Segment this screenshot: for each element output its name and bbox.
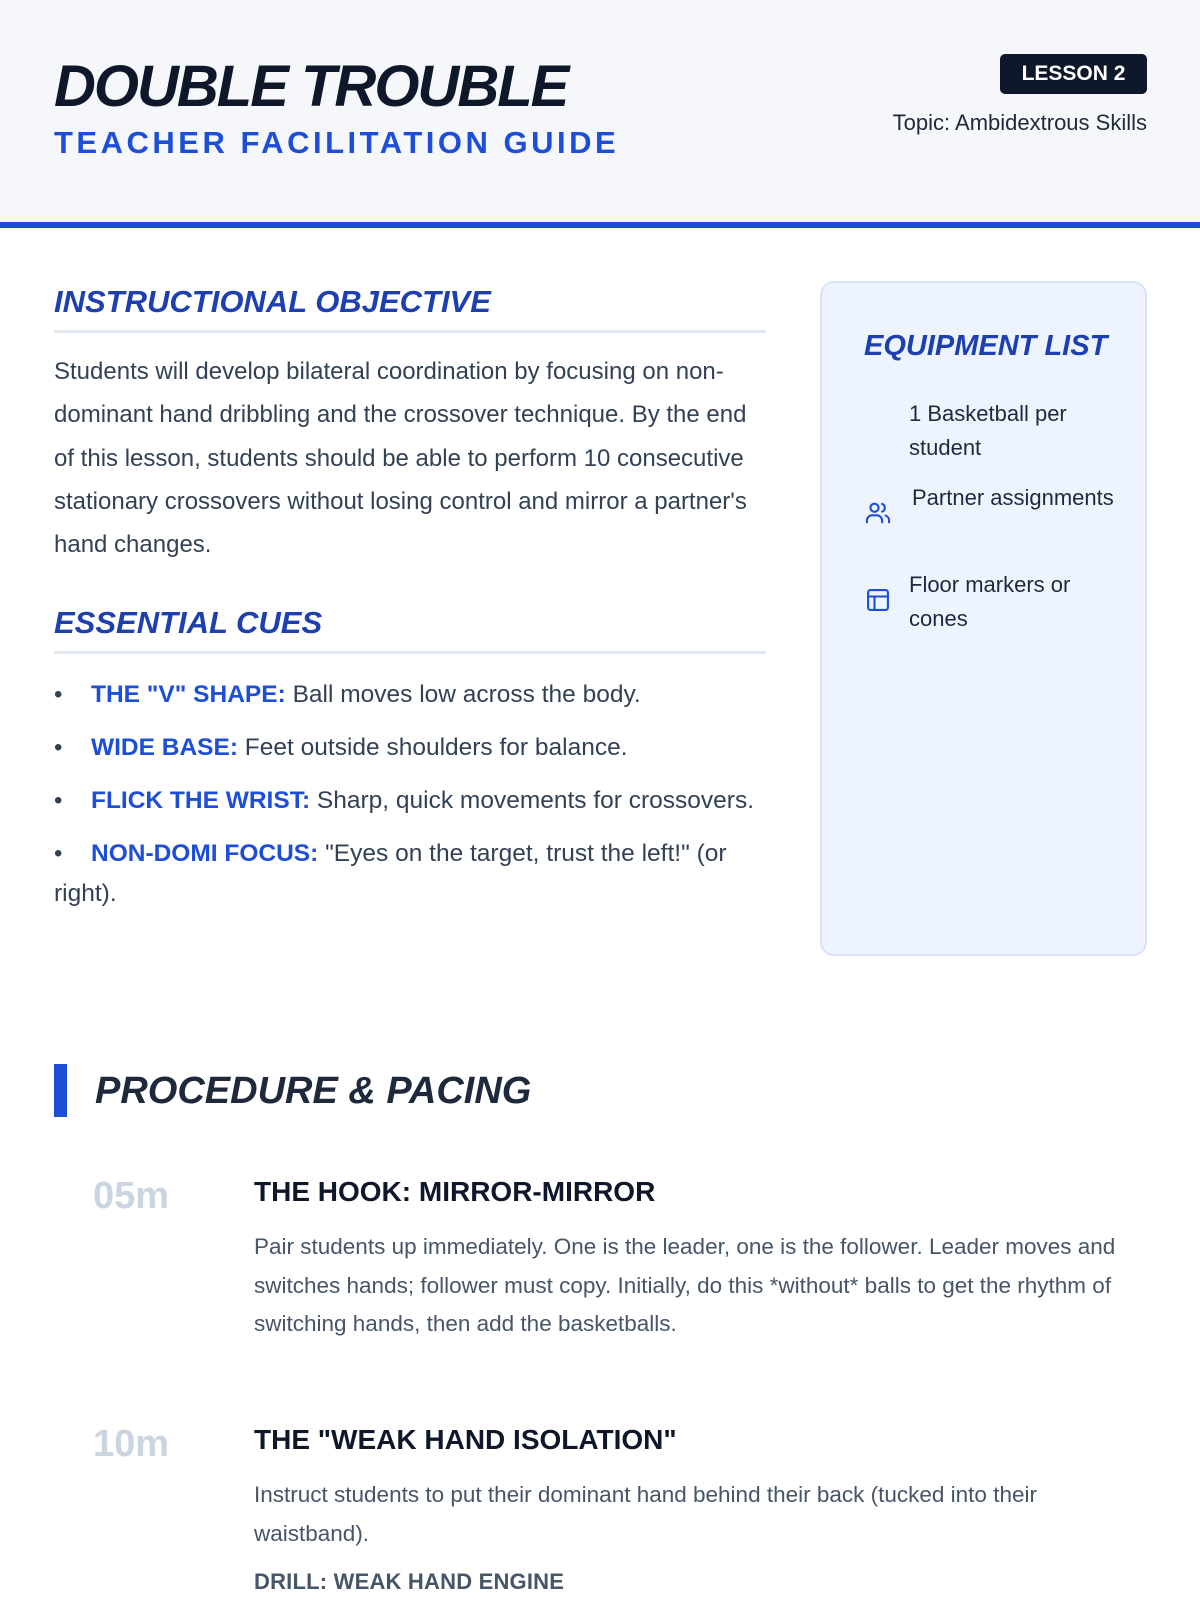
cue-label: NON-DOMI FOCUS: — [91, 840, 319, 867]
step-description: Pair students up immediately. One is the leader, one is the follower. Leader moves and switches hands; follower must copy. Initially, do this *without* balls to get the rhythm of switching hands, then add the basketballs. — [254, 1234, 1116, 1336]
equipment-heading: EQUIPMENT LIST — [864, 330, 1108, 362]
equipment-item-label: Partner assignments — [912, 485, 1114, 510]
cue-text: "Eyes on the target, trust the left!" (or right). — [54, 840, 727, 907]
page-title: DOUBLE TROUBLE — [54, 54, 568, 119]
cue-text: Sharp, quick movements for crossovers. — [310, 787, 755, 814]
cue-label: FLICK THE WRIST: — [91, 787, 311, 814]
page-subtitle: TEACHER FACILITATION GUIDE — [54, 125, 620, 160]
equipment-item-label: Floor markers or cones — [909, 572, 1071, 631]
cue-item — [54, 781, 766, 821]
objective-text: Students will develop bilateral coordination by focusing on non-dominant hand dribbling and the crossover technique. By the end of this lesson, students should be able to perform 10 consecutive stationary crossovers without losing control and mirror a partner's hand changes. — [54, 358, 747, 559]
procedure-heading: PROCEDURE & PACING — [95, 1070, 532, 1112]
step-duration: 10m — [93, 1423, 170, 1465]
bullet: • — [54, 840, 63, 867]
step-duration: 05m — [93, 1175, 170, 1217]
cue-label: THE "V" SHAPE: — [91, 681, 286, 708]
bullet: • — [54, 787, 63, 814]
step-title: THE HOOK: MIRROR-MIRROR — [254, 1176, 656, 1207]
cue-text: Feet outside shoulders for balance. — [238, 734, 628, 761]
layout-icon — [864, 586, 892, 614]
cue-label: WIDE BASE: — [91, 734, 238, 761]
cues-list — [54, 675, 766, 927]
bullet: • — [54, 734, 63, 761]
objective-heading: INSTRUCTIONAL OBJECTIVE — [54, 282, 766, 333]
procedure-accent-bar — [54, 1064, 67, 1117]
users-icon — [864, 499, 892, 527]
bullet: • — [54, 681, 63, 708]
step-title: THE "WEAK HAND ISOLATION" — [254, 1424, 677, 1455]
cue-item — [54, 728, 766, 768]
drill-label: DRILL: WEAK HAND ENGINE — [254, 1569, 565, 1594]
step-description: Instruct students to put their dominant hand behind their back (tucked into their waistband). — [254, 1482, 1037, 1546]
equipment-panel — [820, 281, 1147, 956]
topic-label: Topic: Ambidextrous Skills — [892, 110, 1147, 135]
page-header — [0, 0, 1200, 228]
cues-heading: ESSENTIAL CUES — [54, 603, 766, 654]
cue-item — [54, 675, 766, 715]
lesson-badge: LESSON 2 — [1000, 54, 1147, 94]
equipment-item-label: 1 Basketball per student — [909, 401, 1067, 460]
cue-item — [54, 834, 766, 914]
cue-text: Ball moves low across the body. — [285, 681, 641, 708]
